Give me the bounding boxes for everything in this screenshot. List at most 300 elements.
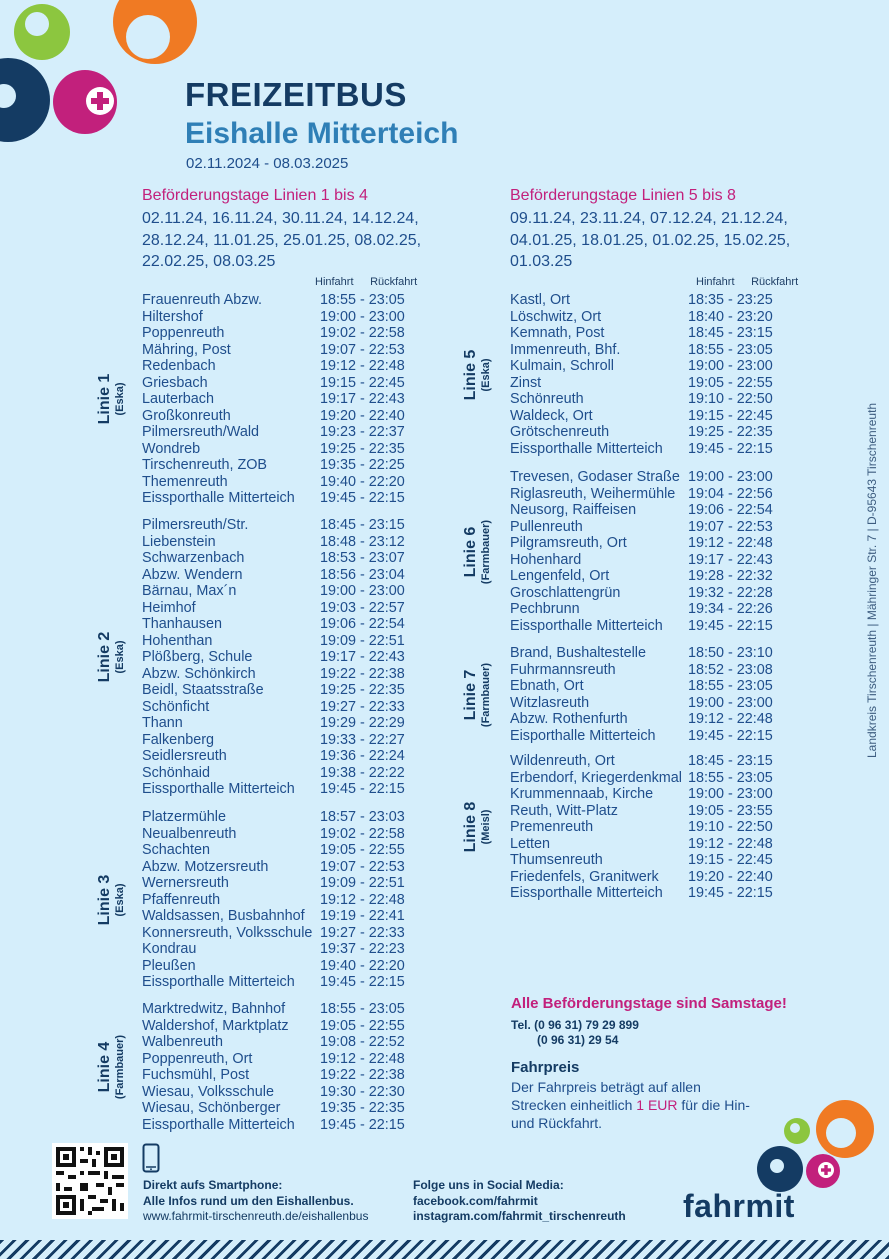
stop-row — [510, 711, 889, 728]
stop-times: 19:45 - 22:15 — [688, 617, 773, 634]
stop-row — [510, 803, 889, 820]
line-name: Linie 4 — [96, 1041, 113, 1093]
stop-row — [142, 550, 572, 567]
stop-row — [510, 375, 889, 392]
date-range: 02.11.2024 - 08.03.2025 — [186, 155, 349, 172]
travel-date: 25.01.25 — [283, 231, 346, 249]
stop-row — [510, 601, 889, 618]
stop-times: 19:15 - 22:45 — [320, 374, 405, 391]
line-label-1 — [96, 329, 128, 469]
stop-name: Wiesau, Schönberger — [142, 1100, 281, 1116]
travel-date: 15.02.25 — [723, 231, 786, 249]
stop-name: Kondrau — [142, 941, 197, 957]
stop-times: 19:06 - 22:54 — [320, 616, 405, 632]
stop-name: Beidl, Staatsstraße — [142, 682, 264, 698]
travel-date: 21.12.24 — [721, 210, 784, 227]
stop-row — [510, 618, 889, 635]
stop-row — [142, 875, 572, 892]
footer-social-title: Folge uns in Social Media: — [413, 1178, 564, 1192]
stop-name: Trevesen, Godaser Straße — [510, 469, 680, 485]
stop-row — [510, 836, 889, 853]
stop-name: Abzw. Rothenfurth — [510, 711, 628, 727]
stop-times: 19:02 - 22:58 — [320, 825, 405, 842]
qr-code-icon[interactable] — [52, 1143, 128, 1219]
stop-row — [510, 662, 889, 679]
stop-row — [142, 666, 572, 683]
page-title: FREIZEITBUS — [185, 76, 407, 113]
stop-row — [142, 616, 572, 633]
stop-name: Ebnath, Ort — [510, 678, 584, 694]
page-subtitle: Eishalle Mitterteich — [185, 117, 459, 150]
stop-times: 19:45 - 22:15 — [320, 490, 405, 506]
stop-name: Schönhaid — [142, 764, 211, 781]
stop-row — [510, 885, 889, 902]
stop-name: Pleußen — [142, 957, 196, 974]
stop-times: 18:45 - 23:15 — [688, 325, 773, 341]
stop-row — [142, 633, 572, 650]
stop-row — [142, 732, 572, 749]
stop-times: 19:17 - 22:43 — [688, 551, 773, 568]
stop-name: Eissporthalle Mitterteich — [510, 440, 663, 457]
stop-name: Premenreuth — [510, 819, 594, 835]
stop-times: 19:22 - 22:38 — [320, 665, 405, 682]
phone-2: (0 96 31) 29 54 — [537, 1033, 619, 1047]
stop-times: 19:20 - 22:40 — [688, 868, 773, 885]
stop-name: Frauenreuth Abzw. — [142, 292, 262, 308]
stop-row — [510, 753, 889, 770]
line-operator: (Farmbauer) — [480, 519, 492, 584]
stop-times: 19:25 - 22:35 — [320, 682, 405, 698]
column-hinfahrt: Hinfahrt — [696, 276, 735, 288]
column-header-left — [315, 276, 417, 288]
stop-times: 19:25 - 22:35 — [320, 440, 405, 457]
stop-times: 19:09 - 22:51 — [320, 875, 405, 891]
travel-days-title-right: Beförderungstage Linien 5 bis 8 — [510, 187, 736, 204]
line-label-4 — [96, 997, 128, 1137]
stop-row — [142, 534, 572, 551]
stop-times: 19:40 - 22:20 — [320, 957, 405, 974]
stop-name: Wildenreuth, Ort — [510, 753, 615, 769]
notice-saturdays: Alle Beförderungstage sind Samstage! — [511, 995, 787, 1012]
stop-row — [510, 502, 889, 519]
stop-row — [142, 457, 572, 474]
line-block-7 — [510, 645, 889, 744]
stop-name: Hohenthan — [142, 632, 213, 649]
stop-row — [142, 1117, 572, 1134]
stop-row — [142, 1001, 572, 1018]
fare-title: Fahrpreis — [511, 1059, 580, 1076]
stop-row — [510, 645, 889, 662]
stop-times: 19:37 - 22:23 — [320, 941, 405, 957]
stop-row — [510, 869, 889, 886]
stop-times: 19:12 - 22:48 — [688, 711, 773, 727]
stop-times: 19:06 - 22:54 — [688, 502, 773, 518]
stop-row — [142, 715, 572, 732]
stop-list — [142, 292, 572, 507]
stop-row — [142, 342, 572, 359]
stop-times: 19:12 - 22:48 — [320, 1050, 405, 1067]
stop-row — [510, 469, 889, 486]
stop-times: 19:28 - 22:32 — [688, 568, 773, 584]
travel-date: 22.02.25 — [142, 253, 205, 271]
stop-name: Marktredwitz, Bahnhof — [142, 1001, 286, 1017]
travel-days-list-left: 02.11.24, 16.11.24, 30.11.24, 14.12.24, 28.12.24, 11.01.25, 25.01.25, 08.02.25, 22.02.25, 08.03.25 — [142, 210, 422, 271]
stop-name: Pullenreuth — [510, 518, 583, 535]
stop-name: Abzw. Motzersreuth — [142, 858, 269, 875]
stop-name: Wiesau, Volksschule — [142, 1083, 274, 1100]
instagram-link[interactable]: instagram.com/fahrmit_tirschenreuth — [413, 1209, 626, 1223]
column-rueckfahrt: Rückfahrt — [370, 276, 418, 288]
stop-list — [510, 469, 889, 634]
stop-row — [510, 695, 889, 712]
stop-name: Schachten — [142, 842, 211, 858]
travel-date: 07.12.24 — [649, 210, 713, 227]
stop-times: 18:55 - 23:05 — [688, 769, 773, 786]
stop-name: Waldeck, Ort — [510, 407, 593, 424]
stop-times: 19:05 - 22:55 — [320, 1017, 405, 1034]
line-name: Linie 2 — [96, 631, 113, 683]
footer-social — [413, 1178, 626, 1225]
stop-name: Brand, Bushaltestelle — [510, 645, 646, 661]
stop-row — [142, 517, 572, 534]
stop-name: Thumsenreuth — [510, 852, 603, 868]
stop-times: 19:00 - 23:00 — [688, 786, 773, 802]
stop-times: 19:33 - 22:27 — [320, 731, 405, 748]
stop-name: Pechbrunn — [510, 601, 580, 617]
stop-row — [142, 842, 572, 859]
stop-row — [142, 908, 572, 925]
stop-row — [142, 391, 572, 408]
fare-price: 1 EUR — [636, 1097, 678, 1113]
facebook-link[interactable]: facebook.com/fahrmit — [413, 1193, 538, 1208]
stop-times: 19:12 - 22:48 — [320, 891, 405, 908]
line-name: Linie 3 — [96, 874, 113, 926]
footer-smart-title: Direkt aufs Smartphone: — [143, 1178, 283, 1192]
stop-name: Waldsassen, Busbahnhof — [142, 908, 305, 924]
stop-times: 19:38 - 22:22 — [320, 764, 405, 781]
travel-days-list-right: 09.11.24, 23.11.24, 07.12.24, 21.12.24, 04.01.25, 18.01.25, 01.02.25, 15.02.25, 01.03.25 — [510, 210, 791, 271]
travel-date: 18.01.25 — [581, 231, 644, 249]
stop-name: Heimhof — [142, 599, 196, 616]
stop-times: 19:07 - 22:53 — [688, 518, 773, 535]
stop-row — [142, 699, 572, 716]
line-label-8 — [462, 757, 494, 897]
stop-name: Eissporthalle Mitterteich — [142, 974, 295, 990]
stop-times: 19:00 - 23:00 — [688, 694, 773, 711]
stop-name: Abzw. Schönkirch — [142, 665, 256, 682]
stop-row — [142, 748, 572, 765]
stop-times: 19:32 - 22:28 — [688, 584, 773, 601]
stop-times: 19:00 - 23:00 — [320, 308, 405, 325]
fare-text — [511, 1078, 751, 1132]
stop-times: 19:05 - 23:55 — [688, 802, 773, 819]
line-name: Linie 6 — [462, 526, 479, 577]
stop-times: 19:05 - 22:55 — [688, 374, 773, 391]
stop-name: Kulmain, Schroll — [510, 358, 614, 374]
stop-name: Seidlersreuth — [142, 748, 227, 764]
stop-times: 19:04 - 22:56 — [688, 485, 773, 502]
line-block-2 — [142, 517, 572, 798]
stop-row — [142, 1034, 572, 1051]
line-operator: (Eska) — [114, 640, 126, 674]
stop-row — [510, 585, 889, 602]
travel-date: 14.12.24 — [351, 210, 415, 227]
travel-date: 08.02.25 — [354, 231, 417, 249]
stop-row — [142, 974, 572, 991]
footer-smart-text: Alle Infos rund um den Eishallenbus. — [143, 1193, 354, 1208]
travel-date: 02.11.24 — [142, 210, 204, 227]
travel-date: 08.03.25 — [213, 253, 276, 271]
stop-name: Großkonreuth — [142, 407, 231, 424]
stop-row — [142, 941, 572, 958]
stop-times: 19:17 - 22:43 — [320, 649, 405, 665]
stop-list — [142, 809, 572, 991]
stop-times: 19:07 - 22:53 — [320, 858, 405, 875]
line-block-3 — [142, 809, 572, 991]
travel-date: 28.12.24 — [142, 231, 205, 249]
stop-times: 19:35 - 22:25 — [320, 457, 405, 473]
stop-times: 19:07 - 22:53 — [320, 341, 405, 358]
stop-times: 19:45 - 22:15 — [688, 885, 773, 901]
travel-date: 16.11.24 — [211, 210, 274, 227]
stop-times: 19:20 - 22:40 — [320, 407, 405, 424]
line-block-8 — [510, 753, 889, 902]
phone-1: Tel. (0 96 31) 79 29 899 — [511, 1018, 639, 1032]
stop-name: Poppenreuth, Ort — [142, 1050, 253, 1067]
stop-times: 19:40 - 22:20 — [320, 473, 405, 490]
stop-name: Wernersreuth — [142, 875, 229, 891]
stop-row — [510, 441, 889, 458]
stop-name: Mähring, Post — [142, 341, 231, 358]
stop-name: Lengenfeld, Ort — [510, 568, 610, 584]
stop-times: 18:45 - 23:15 — [320, 517, 405, 533]
stop-row — [142, 826, 572, 843]
stop-row — [510, 852, 889, 869]
bottom-stripe — [0, 1240, 889, 1259]
stop-times: 18:40 - 23:20 — [688, 308, 773, 325]
footer-smartphone — [143, 1178, 368, 1225]
line-block-5 — [510, 292, 889, 457]
stop-times: 19:45 - 22:15 — [688, 727, 773, 744]
stop-row — [142, 583, 572, 600]
column-header-right — [696, 276, 798, 288]
stop-name: Hiltershof — [142, 308, 203, 325]
stop-row — [142, 781, 572, 798]
stop-row — [142, 1051, 572, 1068]
stop-row — [142, 441, 572, 458]
line-operator: (Eska) — [114, 883, 126, 917]
stop-name: Thann — [142, 715, 183, 731]
stop-times: 19:09 - 22:51 — [320, 632, 405, 649]
stop-row — [510, 519, 889, 536]
stop-row — [510, 408, 889, 425]
smartphone-icon — [142, 1143, 160, 1173]
stop-name: Thanhausen — [142, 616, 223, 632]
stop-name: Fuchsmühl, Post — [142, 1067, 250, 1083]
stop-name: Fuhrmannsreuth — [510, 661, 616, 678]
stop-name: Liebenstein — [142, 533, 216, 550]
stop-row — [510, 342, 889, 359]
stop-name: Bärnau, Max´n — [142, 583, 237, 599]
stop-row — [510, 552, 889, 569]
stop-times: 18:50 - 23:10 — [688, 645, 773, 661]
stop-times: 18:53 - 23:07 — [320, 550, 405, 566]
stop-name: Groschlattengrün — [510, 584, 621, 601]
stop-name: Hohenhard — [510, 551, 582, 568]
travel-date: 01.02.25 — [652, 231, 715, 249]
stop-row — [510, 678, 889, 695]
stop-times: 19:05 - 22:55 — [320, 842, 405, 858]
stop-row — [142, 309, 572, 326]
stop-row — [142, 1100, 572, 1117]
line-label-3 — [96, 830, 128, 970]
stop-list — [142, 517, 572, 798]
stop-name: Neualbenreuth — [142, 825, 237, 842]
stop-times: 19:12 - 22:48 — [688, 535, 773, 551]
stop-times: 19:15 - 22:45 — [688, 852, 773, 868]
line-name: Linie 1 — [96, 373, 113, 425]
stop-name: Tirschenreuth, ZOB — [142, 457, 268, 473]
stop-row — [510, 486, 889, 503]
stop-row — [510, 770, 889, 787]
line-operator: (Eska) — [114, 382, 126, 416]
stop-name: Eissporthalle Mitterteich — [142, 1116, 295, 1133]
stop-name: Krummennaab, Kirche — [510, 786, 654, 802]
stop-name: Kastl, Ort — [510, 292, 570, 308]
stop-row — [142, 892, 572, 909]
stop-name: Plößberg, Schule — [142, 649, 253, 665]
brand-logo-text: fahrmit — [683, 1188, 795, 1224]
stop-times: 19:03 - 22:57 — [320, 599, 405, 616]
stop-row — [510, 786, 889, 803]
stop-row — [510, 535, 889, 552]
footer-url-link[interactable]: www.fahrmit-tirschenreuth.de/eishallenbus — [143, 1209, 369, 1223]
stop-row — [142, 490, 572, 507]
stop-name: Neusorg, Raiffeisen — [510, 502, 637, 518]
stop-name: Abzw. Wendern — [142, 566, 243, 583]
stop-name: Erbendorf, Kriegerdenkmal — [510, 769, 682, 786]
stop-times: 19:27 - 22:33 — [320, 698, 405, 715]
stop-times: 19:17 - 22:43 — [320, 391, 405, 407]
line-operator: (Farmbauer) — [480, 662, 492, 727]
stop-name: Redenbach — [142, 358, 216, 374]
stop-name: Konnersreuth, Volksschule — [142, 924, 313, 941]
stop-list — [510, 753, 889, 902]
stop-name: Eissporthalle Mitterteich — [510, 885, 663, 901]
stop-times: 19:34 - 22:26 — [688, 601, 773, 617]
stop-name: Grötschenreuth — [510, 424, 610, 440]
stop-row — [142, 958, 572, 975]
stop-name: Lauterbach — [142, 391, 215, 407]
travel-date: 30.11.24 — [281, 210, 344, 227]
stop-name: Poppenreuth — [142, 325, 225, 341]
stop-times: 18:57 - 23:03 — [320, 809, 405, 825]
phone-numbers — [511, 1018, 639, 1048]
stop-times: 19:00 - 23:00 — [688, 469, 773, 485]
line-label-7 — [462, 625, 494, 765]
line-block-6 — [510, 469, 889, 634]
stop-times: 18:55 - 23:05 — [320, 1001, 405, 1017]
stop-name: Pilmersreuth/Wald — [142, 424, 260, 440]
stop-row — [142, 325, 572, 342]
stop-list — [510, 292, 889, 457]
travel-date: 01.03.25 — [510, 253, 573, 271]
stop-name: Falkenberg — [142, 731, 214, 748]
travel-days-title-left: Beförderungstage Linien 1 bis 4 — [142, 187, 368, 204]
stop-list — [142, 1001, 572, 1133]
stop-row — [142, 292, 572, 309]
line-name: Linie 7 — [462, 669, 479, 720]
stop-name: Kemnath, Post — [510, 325, 605, 341]
stop-row — [142, 859, 572, 876]
stop-row — [142, 1018, 572, 1035]
stop-times: 19:45 - 22:15 — [688, 440, 773, 457]
stop-times: 19:22 - 22:38 — [320, 1067, 405, 1083]
stop-name: Eisporthalle Mitterteich — [510, 727, 656, 744]
line-label-5 — [462, 305, 494, 445]
stop-name: Griesbach — [142, 374, 208, 391]
stop-times: 19:00 - 23:00 — [688, 358, 773, 374]
stop-times: 19:10 - 22:50 — [688, 819, 773, 835]
stop-times: 19:19 - 22:41 — [320, 908, 405, 924]
line-operator: (Meisl) — [480, 809, 492, 845]
stop-times: 19:45 - 22:15 — [320, 974, 405, 990]
stop-times: 18:48 - 23:12 — [320, 533, 405, 550]
stop-row — [510, 568, 889, 585]
fare-text-1: Der Fahrpreis beträgt auf allen Strecken einheitlich — [511, 1079, 701, 1113]
stop-row — [510, 325, 889, 342]
travel-date: 23.11.24 — [579, 210, 642, 227]
line-operator: (Eska) — [480, 357, 492, 392]
stop-row — [142, 474, 572, 491]
column-hinfahrt: Hinfahrt — [315, 276, 354, 288]
stop-name: Witzlasreuth — [510, 694, 590, 711]
stop-row — [142, 600, 572, 617]
stop-row — [142, 649, 572, 666]
logo-circles-bottom — [750, 1095, 880, 1195]
stop-row — [142, 1067, 572, 1084]
stop-name: Wondreb — [142, 440, 201, 457]
stop-times: 19:27 - 22:33 — [320, 924, 405, 941]
stop-name: Walbenreuth — [142, 1034, 224, 1050]
stop-name: Riglasreuth, Weihermühle — [510, 485, 676, 502]
stop-name: Immenreuth, Bhf. — [510, 341, 621, 358]
stop-times: 18:35 - 23:25 — [688, 292, 773, 308]
stop-name: Eissporthalle Mitterteich — [142, 781, 295, 797]
stop-row — [510, 292, 889, 309]
stop-times: 18:45 - 23:15 — [688, 753, 773, 769]
stop-row — [142, 1084, 572, 1101]
line-operator: (Farmbauer) — [114, 1034, 126, 1100]
stop-times: 19:08 - 22:52 — [320, 1034, 405, 1050]
stop-row — [142, 567, 572, 584]
stop-row — [142, 408, 572, 425]
stop-row — [510, 728, 889, 745]
stop-times: 19:36 - 22:24 — [320, 748, 405, 764]
stop-name: Schönficht — [142, 698, 210, 715]
stop-times: 19:29 - 22:29 — [320, 715, 405, 731]
stop-name: Löschwitz, Ort — [510, 308, 602, 325]
stop-name: Platzermühle — [142, 809, 226, 825]
stop-name: Friedenfels, Granitwerk — [510, 868, 659, 885]
stop-name: Pfaffenreuth — [142, 891, 221, 908]
stop-times: 19:25 - 22:35 — [688, 424, 773, 440]
travel-date: 11.01.25 — [213, 231, 275, 249]
stop-times: 18:55 - 23:05 — [320, 292, 405, 308]
line-block-4 — [142, 1001, 572, 1133]
line-name: Linie 8 — [462, 801, 479, 853]
stop-list — [510, 645, 889, 744]
